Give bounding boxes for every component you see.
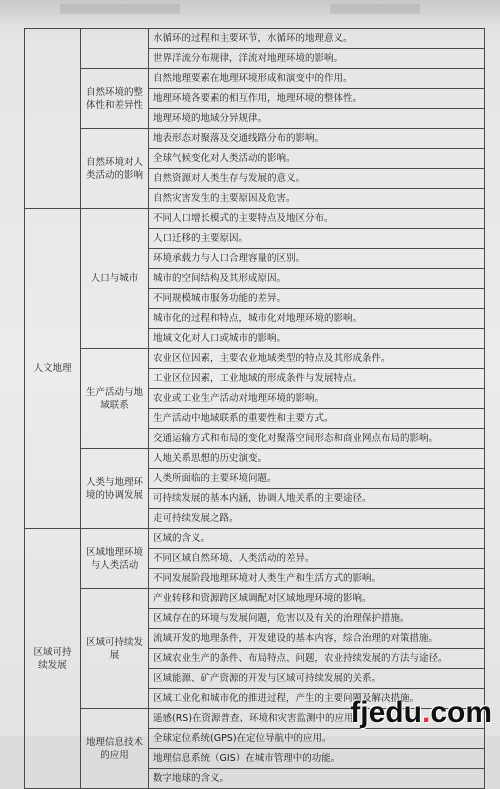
requirement-item: 农业区位因素，主要农业地域类型的特点及其形成条件。 — [149, 349, 485, 369]
requirement-item: 可持续发展的基本内涵，协调人地关系的主要途径。 — [149, 489, 485, 509]
requirement-item: 水循环的过程和主要环节，水循环的地理意义。 — [149, 29, 485, 49]
requirement-item: 自然灾害发生的主要原因及危害。 — [149, 189, 485, 209]
table-row — [25, 349, 485, 369]
requirement-item: 生产活动中地域联系的重要性和主要方式。 — [149, 409, 485, 429]
requirement-item: 产业转移和资源跨区域调配对区域地理环境的影响。 — [149, 589, 485, 609]
topic-name-cell: 自然环境的整体性和差异性 — [81, 69, 149, 129]
table-row — [25, 129, 485, 149]
requirement-item: 工业区位因素，工业地域的形成条件与发展特点。 — [149, 369, 485, 389]
requirement-item: 地理环境的地域分异规律。 — [149, 109, 485, 129]
requirement-item: 地理信息系统（GIS）在城市管理中的功能。 — [149, 749, 485, 769]
table-row — [25, 529, 485, 549]
requirement-item: 数字地球的含义。 — [149, 769, 485, 789]
requirement-item: 地域文化对人口或城市的影响。 — [149, 329, 485, 349]
table-row — [25, 589, 485, 609]
requirement-item: 全球定位系统(GPS)在定位导航中的应用。 — [149, 729, 485, 749]
requirement-item: 世界洋流分布规律，洋流对地理环境的影响。 — [149, 49, 485, 69]
table-row — [25, 209, 485, 229]
requirement-item: 城市的空间结构及其形成原因。 — [149, 269, 485, 289]
requirement-item: 不同区域自然环境、人类活动的差异。 — [149, 549, 485, 569]
section-name-cell: 人文地理 — [25, 209, 81, 529]
requirement-item: 自然资源对人类生存与发展的意义。 — [149, 169, 485, 189]
requirement-item: 地理环境各要素的相互作用，地理环境的整体性。 — [149, 89, 485, 109]
requirement-item: 人类所面临的主要环境问题。 — [149, 469, 485, 489]
topic-name-cell: 区域地理环境与人类活动 — [81, 529, 149, 589]
requirement-item: 全球气候变化对人类活动的影响。 — [149, 149, 485, 169]
requirement-item: 区域工业化和城市化的推进过程，产生的主要问题及解决措施。 — [149, 689, 485, 709]
requirement-item: 不同人口增长模式的主要特点及地区分布。 — [149, 209, 485, 229]
table-row — [25, 69, 485, 89]
topic-name-cell: 地理信息技术的应用 — [81, 709, 149, 789]
topic-name-cell: 区域可持续发展 — [81, 589, 149, 709]
topic-name-cell: 生产活动与地域联系 — [81, 349, 149, 449]
requirement-item: 遥感(RS)在资源普查、环境和灾害监测中的应用。 — [149, 709, 485, 729]
table-row — [25, 449, 485, 469]
requirement-item: 城市化的过程和特点，城市化对地理环境的影响。 — [149, 309, 485, 329]
faded-text-ghost — [60, 4, 180, 14]
topic-name-cell: 人口与城市 — [81, 209, 149, 349]
requirement-item: 自然地理要素在地理环境形成和演变中的作用。 — [149, 69, 485, 89]
site-watermark: fjedu.com — [350, 696, 492, 729]
topic-name-cell: 人类与地理环境的协调发展 — [81, 449, 149, 529]
topic-name-cell: 自然环境对人类活动的影响 — [81, 129, 149, 209]
requirement-item: 环境承载力与人口合理容量的区别。 — [149, 249, 485, 269]
requirement-item: 不同规模城市服务功能的差异。 — [149, 289, 485, 309]
requirement-item: 区域存在的环境与发展问题，危害以及有关的治理保护措施。 — [149, 609, 485, 629]
requirement-item: 区域能源、矿产资源的开发与区域可持续发展的关系。 — [149, 669, 485, 689]
requirement-item: 不同发展阶段地理环境对人类生产和生活方式的影响。 — [149, 569, 485, 589]
syllabus-table — [24, 28, 485, 789]
section-name-cell — [25, 29, 81, 209]
requirement-item: 交通运输方式和布局的变化对聚落空间形态和商业网点布局的影响。 — [149, 429, 485, 449]
requirement-item: 人地关系思想的历史演变。 — [149, 449, 485, 469]
requirement-item: 地表形态对聚落及交通线路分布的影响。 — [149, 129, 485, 149]
top-cropped-strip — [0, 0, 500, 24]
requirement-item: 人口迁移的主要原因。 — [149, 229, 485, 249]
topic-name-cell — [81, 29, 149, 69]
requirement-item: 区域农业生产的条件、布局特点、问题，农业持续发展的方法与途径。 — [149, 649, 485, 669]
requirement-item: 流域开发的地理条件，开发建设的基本内容，综合治理的对策措施。 — [149, 629, 485, 649]
table-row — [25, 29, 485, 49]
requirement-item: 农业或工业生产活动对地理环境的影响。 — [149, 389, 485, 409]
section-name-cell: 区域可持续发展 — [25, 529, 81, 789]
faded-text-ghost — [330, 4, 420, 14]
requirement-item: 区域的含义。 — [149, 529, 485, 549]
requirement-item: 走可持续发展之路。 — [149, 509, 485, 529]
